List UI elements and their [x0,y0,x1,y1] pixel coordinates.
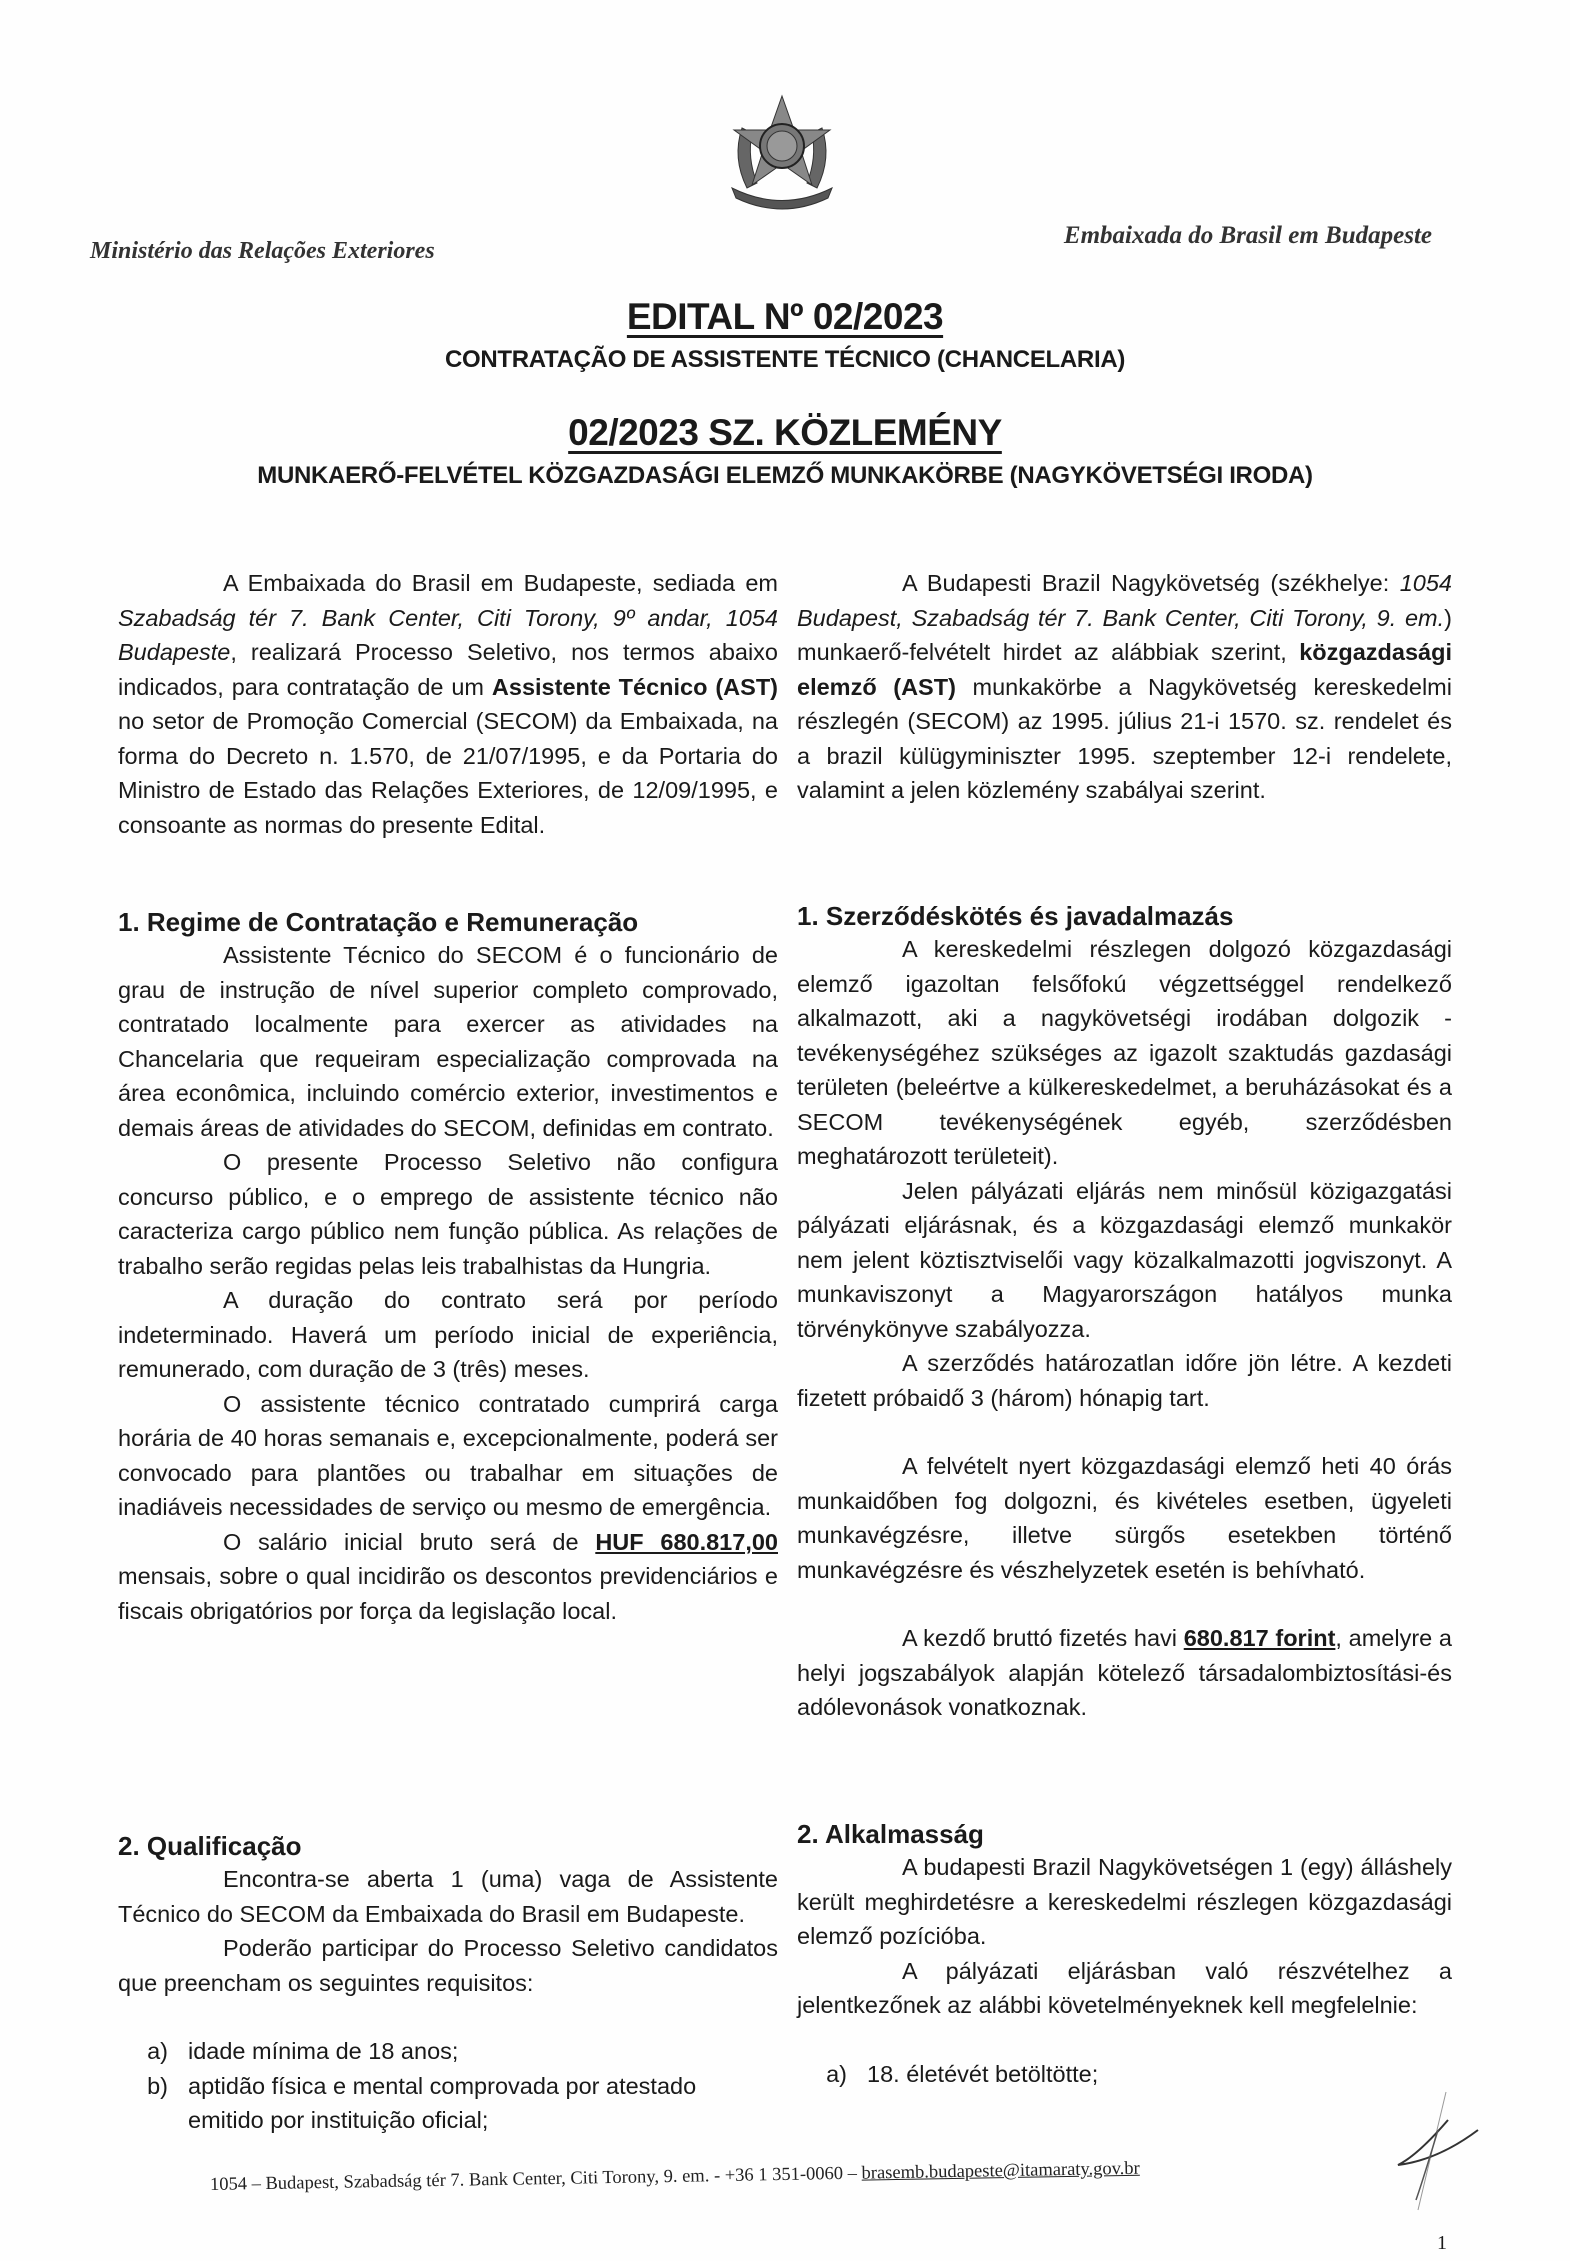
hu-intro [797,566,1452,808]
pt-section-1-heading: 1. Regime de Contratação e Remuneração [118,907,639,937]
hu-section-1-heading: 1. Szerződéskötés és javadalmazás [797,901,1234,931]
hu-section-2 [797,1818,1452,2091]
hu-section-2-heading: 2. Alkalmasság [797,1819,984,1849]
pt-s1-paragraph: A duração do contrato será por período indeterminado. Haverá um período inicial de experiência, remunerado, com duração de 3 (três) meses. [118,1287,778,1382]
pt-s1-paragraph: O assistente técnico contratado cumprirá carga horária de 40 horas semanais e, excepcionalmente, poderá ser convocado para plantões ou trabalhar em situações de inadiáveis necessidades de serviço ou mesmo de emergência. [118,1390,778,1520]
kozlemeny-title: 02/2023 SZ. KÖZLEMÉNY [568,412,1002,453]
list-item: a) 18. életévét betöltötte; [826,2060,1099,2087]
hu-intro-paragraph: A Budapesti Brazil Nagykövetség (székhelye: 1054 Budapest, Szabadság tér 7. Bank Center, Citi Torony, 9. em.) munkaerő-felvételt hirdet az alábbiak szerint, közgazdasági elemző (AST) munkakörbe a Nagykövetség kereskedelmi részlegén (SECOM) az 1995. július 21-i 1570. sz. rendelet és a brazil külügyminiszter 1995. szeptember 12-i rendelete, valamint a jelen közlemény szabályai szerint. [797,570,1452,803]
title-block-hungarian [0,412,1570,490]
pt-salary-value: HUF 680.817,00 [595,1528,778,1555]
footer-email-link[interactable]: brasemb.budapeste@itamaraty.gov.br [861,2158,1140,2184]
hu-s2-paragraph: A budapesti Brazil Nagykövetségen 1 (egy) álláshely került meghirdetésre a kereskedelmi részlegen közgazdasági elemző pozícióba. [797,1854,1452,1949]
hu-salary-value: 680.817 forint [1183,1625,1336,1651]
pt-intro-paragraph: A Embaixada do Brasil em Budapeste, sediada em Szabadság tér 7. Bank Center, Citi Torony, 9º andar, 1054 Budapeste, realizará Processo Seletivo, nos termos abaixo indicados, para contratação de um Assistente Técnico (AST) no setor de Promoção Comercial (SECOM) da Embaixada, na forma do Decreto n. 1.570, de 21/07/1995, e da Portaria do Ministro de Estado das Relações Exteriores, de 12/09/1995, e consoante as normas do presente Edital. [118,570,778,838]
hu-s1-paragraph: Jelen pályázati eljárás nem minősül közigazgatási pályázati eljárásnak, és a közgazdasági elemző munkakör nem jelent köztisztviselői vagy közalkalmazotti jogviszonyt. A munkaviszonyt a Magyarországon hatályos munka törvénykönyve szabályozza. [797,1177,1452,1342]
embassy-header: Embaixada do Brasil em Budapeste [1063,222,1432,249]
brazil-coat-of-arms-icon [722,88,842,223]
page-number: 1 [1437,2232,1447,2254]
pt-section-2 [118,1830,778,2138]
hu-s2-paragraph: A pályázati eljárásban való részvételhez a jelentkezőnek az alábbi követelményeknek kell megfelelnie: [797,1957,1452,2018]
footer-address: 1054 – Budapest, Szabadság tér 7. Bank Center, Citi Torony, 9. em. - +36 1 351-0060 – brasemb.budapeste@itamaraty.gov.br [209,2158,1140,2195]
hu-requirements-list [797,2057,1452,2092]
hu-s1-paragraph: A felvételt nyert közgazdasági elemző heti 40 órás munkaidőben fog dolgozni, és kivételes esetben, ügyeleti munkavégzésre, illetve sürgős esetekben történő munkavégzésre és vészhelyzetek esetén is behívható. [797,1453,1452,1583]
pt-requirements-list [118,2034,778,2138]
pt-s2-paragraph: Poderão participar do Processo Seletivo candidatos que preencham os seguintes requisitos: [118,1935,778,1996]
ministry-header: Ministério das Relações Exteriores [90,238,435,264]
list-item: b) aptidão física e mental comprovada por atestado emitido por instituição oficial; [147,2072,697,2133]
hu-s1-paragraph: A kereskedelmi részlegen dolgozó közgazdasági elemző igazoltan felsőfokú végzettséggel rendelkező alkalmazott, aki a nagykövetségi irodában dolgozik - tevékenységéhez szükséges az igazolt szaktudás gazdasági területen (beleértve a külkereskedelmet, a beruházásokat és a SECOM tevékenységének egyéb, szerződésben meghatározott területeit). [797,936,1452,1169]
pt-s1-paragraph: O presente Processo Seletivo não configura concurso público, e o emprego de assistente técnico não caracteriza cargo público nem função pública. As relações de trabalho serão regidas pelas leis trabalhistas da Hungria. [118,1149,778,1279]
list-item: a) idade mínima de 18 anos; [147,2038,459,2064]
pt-s2-paragraph: Encontra-se aberta 1 (uma) vaga de Assistente Técnico do SECOM da Embaixada do Brasil em Budapeste. [118,1866,778,1927]
pt-section-1 [118,906,778,1628]
handwritten-signature-icon [1378,2080,1498,2230]
pt-section-2-heading: 2. Qualificação [118,1831,302,1861]
hu-salary-paragraph: A kezdő bruttó fizetés havi 680.817 forint, amelyre a helyi jogszabályok alapján kötelező társadalombiztosítási-és adólevonások vonatkoznak. [797,1625,1452,1720]
pt-s1-paragraph: Assistente Técnico do SECOM é o funcionário de grau de instrução de nível superior completo comprovado, contratado localmente para exercer as atividades na Chancelaria que requeiram especialização comprovada na área econômica, incluindo comércio exterior, investimentos e demais áreas de atividades do SECOM, definidas em contrato. [118,942,778,1141]
edital-subtitle: CONTRATAÇÃO DE ASSISTENTE TÉCNICO (CHANCELARIA) [444,346,1126,373]
title-block-portuguese [0,296,1570,374]
edital-title: EDITAL Nº 02/2023 [626,296,944,337]
hu-s1-paragraph: A szerződés határozatlan időre jön létre. A kezdeti fizetett próbaidő 3 (három) hónapig tart. [797,1350,1452,1411]
pt-salary-paragraph: O salário inicial bruto será de HUF 680.817,00 mensais, sobre o qual incidirão os descontos previdenciários e fiscais obrigatórios por força da legislação local. [118,1528,778,1624]
pt-intro [118,566,778,842]
hu-section-1 [797,900,1452,1725]
kozlemeny-subtitle: MUNKAERŐ-FELVÉTEL KÖZGAZDASÁGI ELEMZŐ MUNKAKÖRBE (NAGYKÖVETSÉGI IRODA) [257,462,1313,489]
